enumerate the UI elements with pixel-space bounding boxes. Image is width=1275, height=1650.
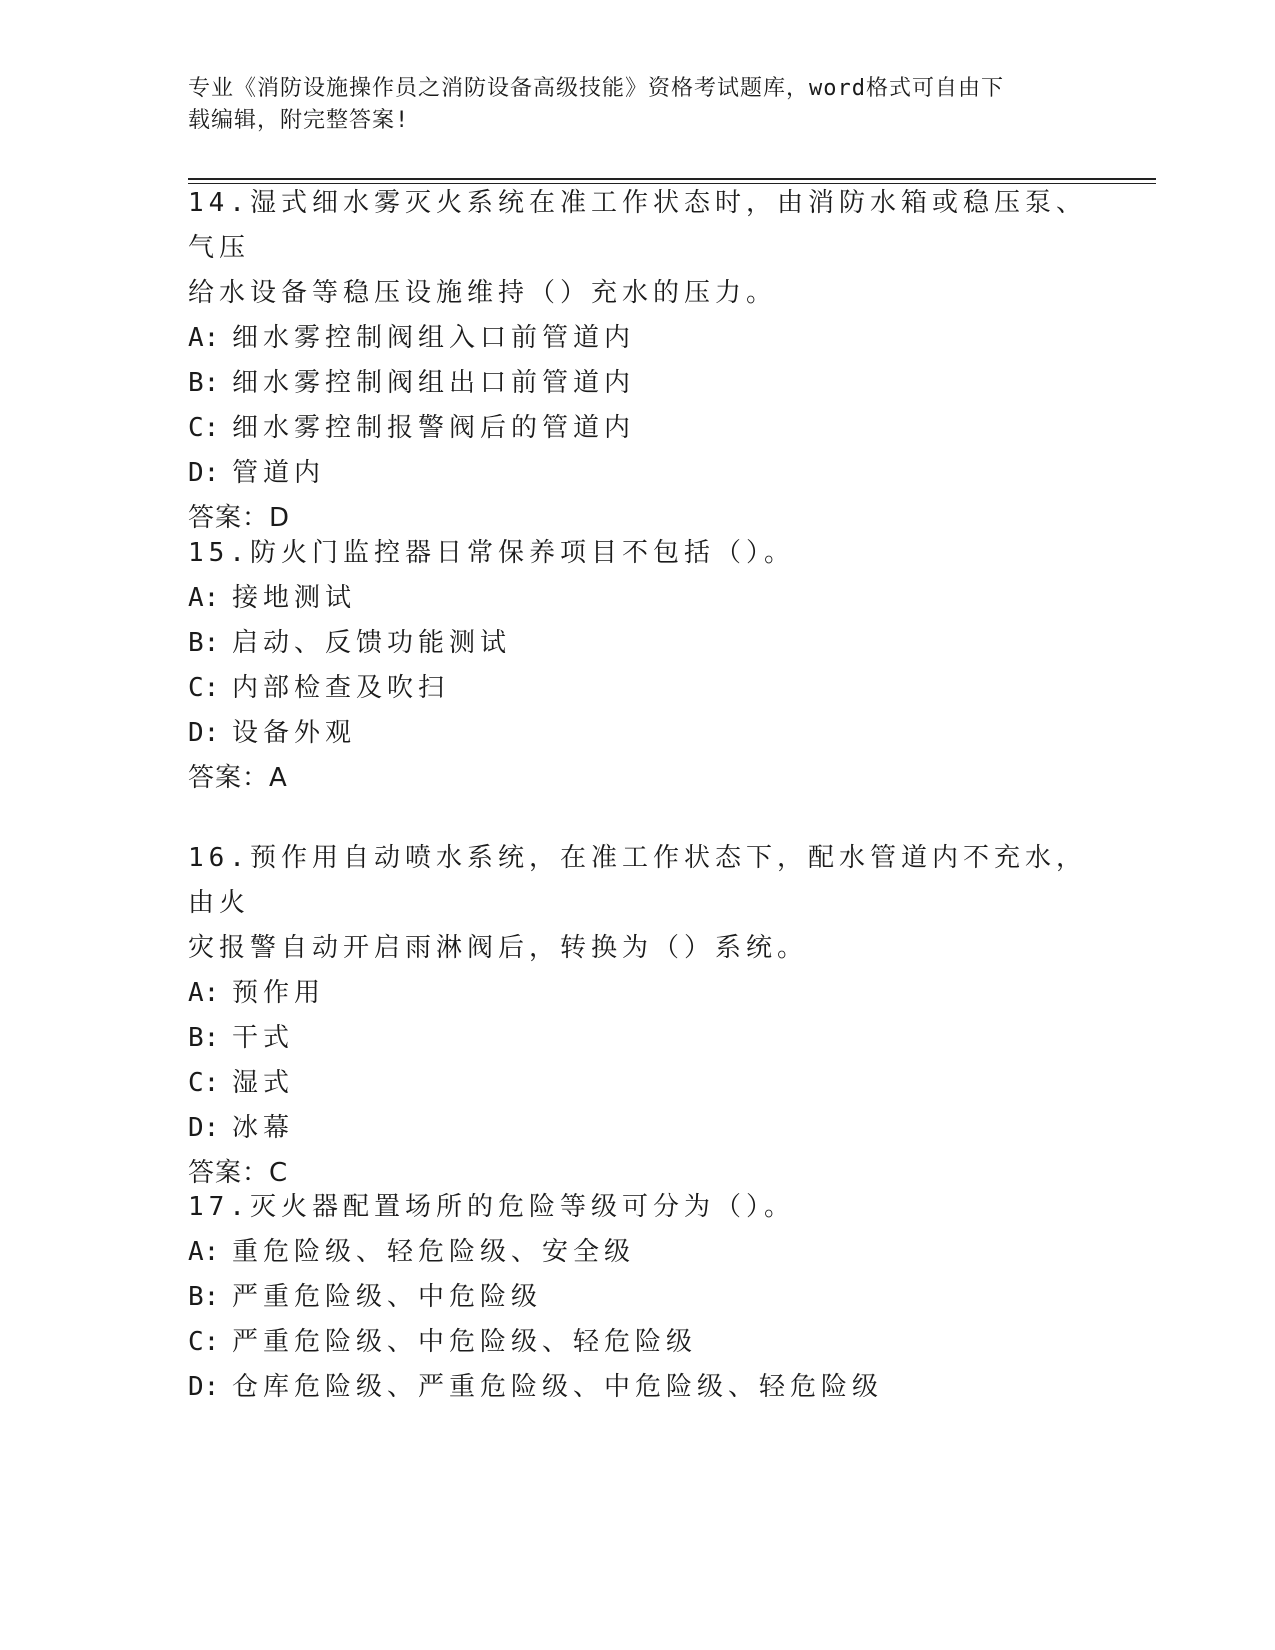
option-letter: A: <box>188 1237 220 1267</box>
option-text: 细水雾控制阀组入口前管道内 <box>232 323 636 353</box>
option-a <box>188 576 1088 621</box>
option-text: 冰幕 <box>232 1113 295 1143</box>
option-text: 管道内 <box>232 458 326 488</box>
option-text: 接地测试 <box>232 583 357 613</box>
question-17 <box>188 1185 1088 1410</box>
option-text: 细水雾控制报警阀后的管道内 <box>232 413 636 443</box>
option-d <box>188 1365 1088 1410</box>
option-c <box>188 1061 1088 1106</box>
question-stem-line-1: 16.预作用自动喷水系统，在准工作状态下，配水管道内不充水，由火 <box>188 843 1087 918</box>
header-divider-thick <box>188 178 1156 180</box>
question-stem-line-2: 灾报警自动开启雨淋阀后，转换为（）系统。 <box>188 933 809 963</box>
option-letter: B: <box>188 368 220 398</box>
option-letter: D: <box>188 1372 220 1402</box>
option-b <box>188 1275 1088 1320</box>
answer-line: 答案：A <box>188 763 288 793</box>
option-letter: D: <box>188 458 220 488</box>
option-b <box>188 621 1088 666</box>
option-text: 湿式 <box>232 1068 295 1098</box>
option-letter: B: <box>188 628 220 658</box>
option-letter: C: <box>188 1327 220 1357</box>
document-header <box>188 73 1068 137</box>
question-stem-line-1: 14.湿式细水雾灭火系统在准工作状态时，由消防水箱或稳压泵、气压 <box>188 188 1087 263</box>
question-stem-line-1: 15.防火门监控器日常保养项目不包括（）。 <box>188 538 795 568</box>
option-text: 严重危险级、中危险级 <box>232 1282 543 1312</box>
option-letter: B: <box>188 1023 220 1053</box>
option-d <box>188 711 1088 756</box>
option-letter: C: <box>188 413 220 443</box>
option-letter: A: <box>188 978 220 1008</box>
option-c <box>188 1320 1088 1365</box>
header-line-1: 专业《消防设施操作员之消防设备高级技能》资格考试题库，word格式可自由下 <box>188 76 1004 101</box>
question-16 <box>188 836 1088 1196</box>
option-text: 预作用 <box>232 978 326 1008</box>
option-text: 内部检查及吹扫 <box>232 673 450 703</box>
option-letter: B: <box>188 1282 220 1312</box>
option-letter: C: <box>188 1068 220 1098</box>
option-text: 仓库危险级、严重危险级、中危险级、轻危险级 <box>232 1372 884 1402</box>
option-text: 设备外观 <box>232 718 357 748</box>
option-letter: C: <box>188 673 220 703</box>
option-letter: D: <box>188 718 220 748</box>
option-letter: D: <box>188 1113 220 1143</box>
header-line-2: 载编辑，附完整答案! <box>188 108 410 133</box>
option-text: 启动、反馈功能测试 <box>232 628 512 658</box>
option-text: 干式 <box>232 1023 295 1053</box>
question-15 <box>188 531 1088 801</box>
option-a <box>188 316 1088 361</box>
option-d <box>188 451 1088 496</box>
option-d <box>188 1106 1088 1151</box>
option-c <box>188 666 1088 711</box>
option-letter: A: <box>188 583 220 613</box>
question-stem-line-2: 给水设备等稳压设施维持（）充水的压力。 <box>188 278 778 308</box>
option-b <box>188 1016 1088 1061</box>
option-text: 细水雾控制阀组出口前管道内 <box>232 368 636 398</box>
answer-line: 答案：C <box>188 1158 289 1188</box>
option-text: 严重危险级、中危险级、轻危险级 <box>232 1327 698 1357</box>
option-c <box>188 406 1088 451</box>
question-14 <box>188 181 1088 541</box>
option-text: 重危险级、轻危险级、安全级 <box>232 1237 636 1267</box>
answer-line: 答案：D <box>188 503 291 533</box>
question-stem-line-1: 17.灭火器配置场所的危险等级可分为（）。 <box>188 1192 795 1222</box>
option-letter: A: <box>188 323 220 353</box>
option-b <box>188 361 1088 406</box>
option-a <box>188 971 1088 1016</box>
option-a <box>188 1230 1088 1275</box>
